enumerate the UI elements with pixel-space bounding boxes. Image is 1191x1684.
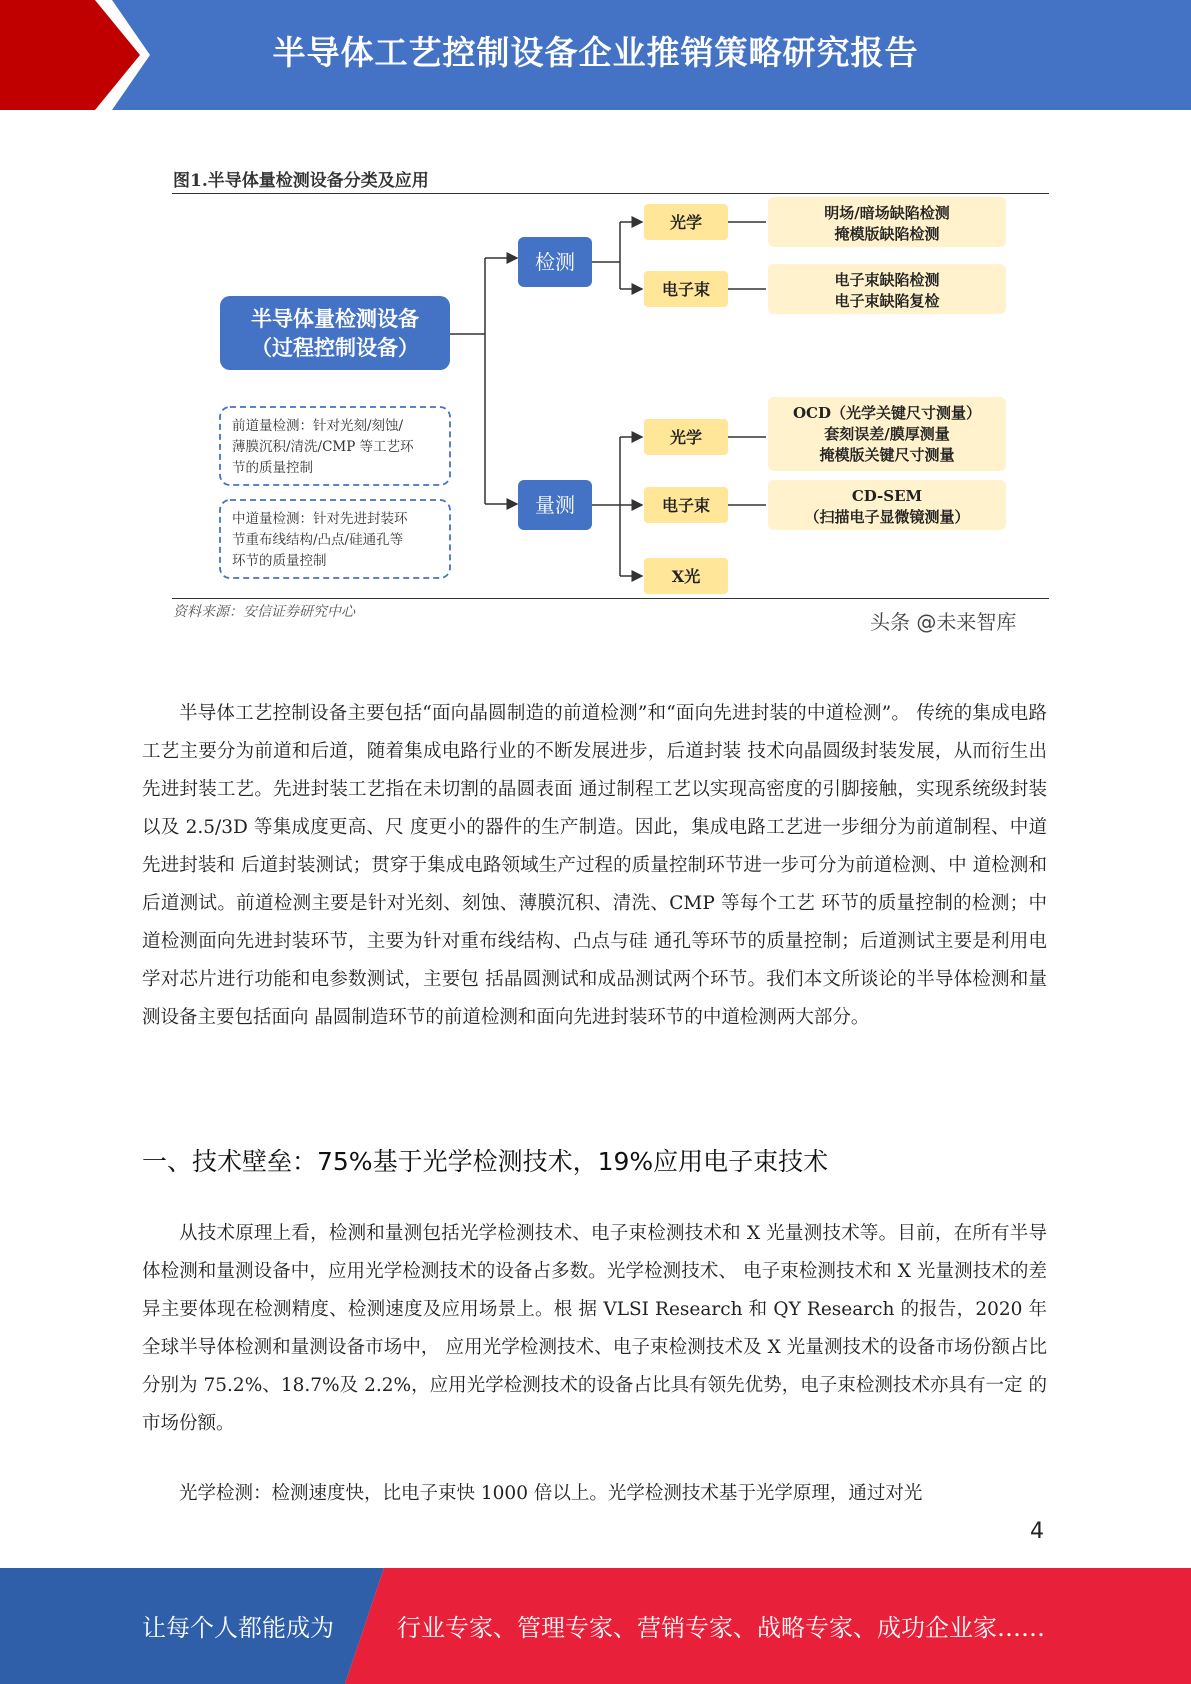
paragraph-1: 半导体工艺控制设备主要包括“面向晶圆制造的前道检测”和“面向先进封装的中道检测”。 传统的集成电路工艺主要分为前道和后道，随着集成电路行业的不断发展进步，后道封装 技术向晶圆级封装发展，从而衍生出先进封装工艺。先进封装工艺指在未切割的晶圆表面 通过制程工艺以实现高密度的引脚接触，实现系统级封装以及 2.5/3D 等集成度更高、尺 度更小的器件的生产制造。因此，集成电路工艺进一步细分为前道制程、中道先进封装和 后道封装测试；贯穿于集成电路领域生产过程的质量控制环节进一步可分为前道检测、中 道检测和后道测试。前道检测主要是针对光刻、刻蚀、薄膜沉积、清洗、CMP 等每个工艺 环节的质量控制的检测；中道检测面向先进封装环节，主要为针对重布线结构、凸点与硅 通孔等环节的质量控制；后道测试主要是利用电学对芯片进行功能和电参数测试，主要包 括晶圆测试和成品测试两个环节。我们本文所谈论的半导体检测和量测设备主要包括面向 晶圆制造环节的前道检测和面向先进封装环节的中道检测两大部分。 [142,703,1047,1028]
mid-end-note-line3: 环节的质量控制 [232,553,327,569]
metrology-optical-label: 光学 [669,428,703,447]
inspection-ebeam-label: 电子束 [661,280,711,299]
front-end-note-line3: 节的质量控制 [232,460,313,476]
section-heading: 一、技术壁垒：75%基于光学检测技术，19%应用电子束技术 [142,1147,829,1176]
inspection-ebeam-desc-line1: 电子束缺陷检测 [834,271,940,289]
footer-slogan-left: 让每个人都能成为 [142,1614,334,1642]
metrology-optical-desc-line3: 掩模版关键尺寸测量 [819,446,955,464]
page-header [0,0,1191,110]
inspection-optical-label: 光学 [669,213,703,232]
paragraph-3: 光学检测：检测速度快，比电子束快 1000 倍以上。光学检测技术基于光学原理，通过对光 [179,1483,923,1504]
page-number: 4 [1030,1519,1044,1544]
metrology-xray-label: X光 [671,567,701,586]
front-end-note-line1: 前道量检测：针对光刻/刻蚀/ [232,418,404,434]
figure-source: 资料来源：安信证券研究中心 [173,604,355,620]
metrology-node-label: 量测 [535,493,575,517]
inspection-optical-desc-line2: 掩模版缺陷检测 [834,225,940,243]
figure-title: 图1.半导体量检测设备分类及应用 [173,171,429,191]
metrology-ebeam-desc-line2: （扫描电子显微镜测量） [804,508,970,526]
mid-end-note-line2: 节重布线结构/凸点/硅通孔等 [232,532,404,548]
root-node-line1: 半导体量检测设备 [251,306,419,331]
report-title: 半导体工艺控制设备企业推销策略研究报告 [272,33,919,72]
metrology-optical-desc-line2: 套刻误差/膜厚测量 [824,425,950,443]
footer-slogan-right: 行业专家、管理专家、营销专家、战略专家、成功企业家…… [397,1614,1045,1642]
watermark: 头条 @未来智库 [870,610,1017,634]
inspection-optical-desc-line1: 明场/暗场缺陷检测 [824,204,950,222]
paragraph-2: 从技术原理上看，检测和量测包括光学检测技术、电子束检测技术和 X 光量测技术等。目前，在所有半导体检测和量测设备中，应用光学检测技术的设备占多数。光学检测技术、 电子束检测技术和 X 光量测技术的差异主要体现在检测精度、检测速度及应用场景上。根 据 VLSI Research 和 QY Research 的报告，2020 年全球半导体检测和量测设备市场中， 应用光学检测技术、电子束检测技术及 X 光量测技术的设备市场份额占比分别为 75.2%、18.7%及 2.2%，应用光学检测技术的设备占比具有领先优势，电子束检测技术亦具有一定 的市场份额。 [142,1223,1047,1434]
inspection-node-label: 检测 [535,250,575,274]
metrology-ebeam-label: 电子束 [661,496,711,515]
classification-diagram [172,194,1052,599]
figure-bottom-rule [172,598,1049,599]
metrology-ebeam-desc-line1: CD-SEM [851,487,923,505]
front-end-note-line2: 薄膜沉积/清洗/CMP 等工艺环 [232,439,414,455]
inspection-ebeam-desc-line2: 电子束缺陷复检 [834,292,940,310]
metrology-optical-desc-line1: OCD（光学关键尺寸测量） [792,404,982,422]
mid-end-note-line1: 中道量检测：针对先进封装环 [232,511,408,527]
root-node-line2: （过程控制设备） [251,335,419,360]
